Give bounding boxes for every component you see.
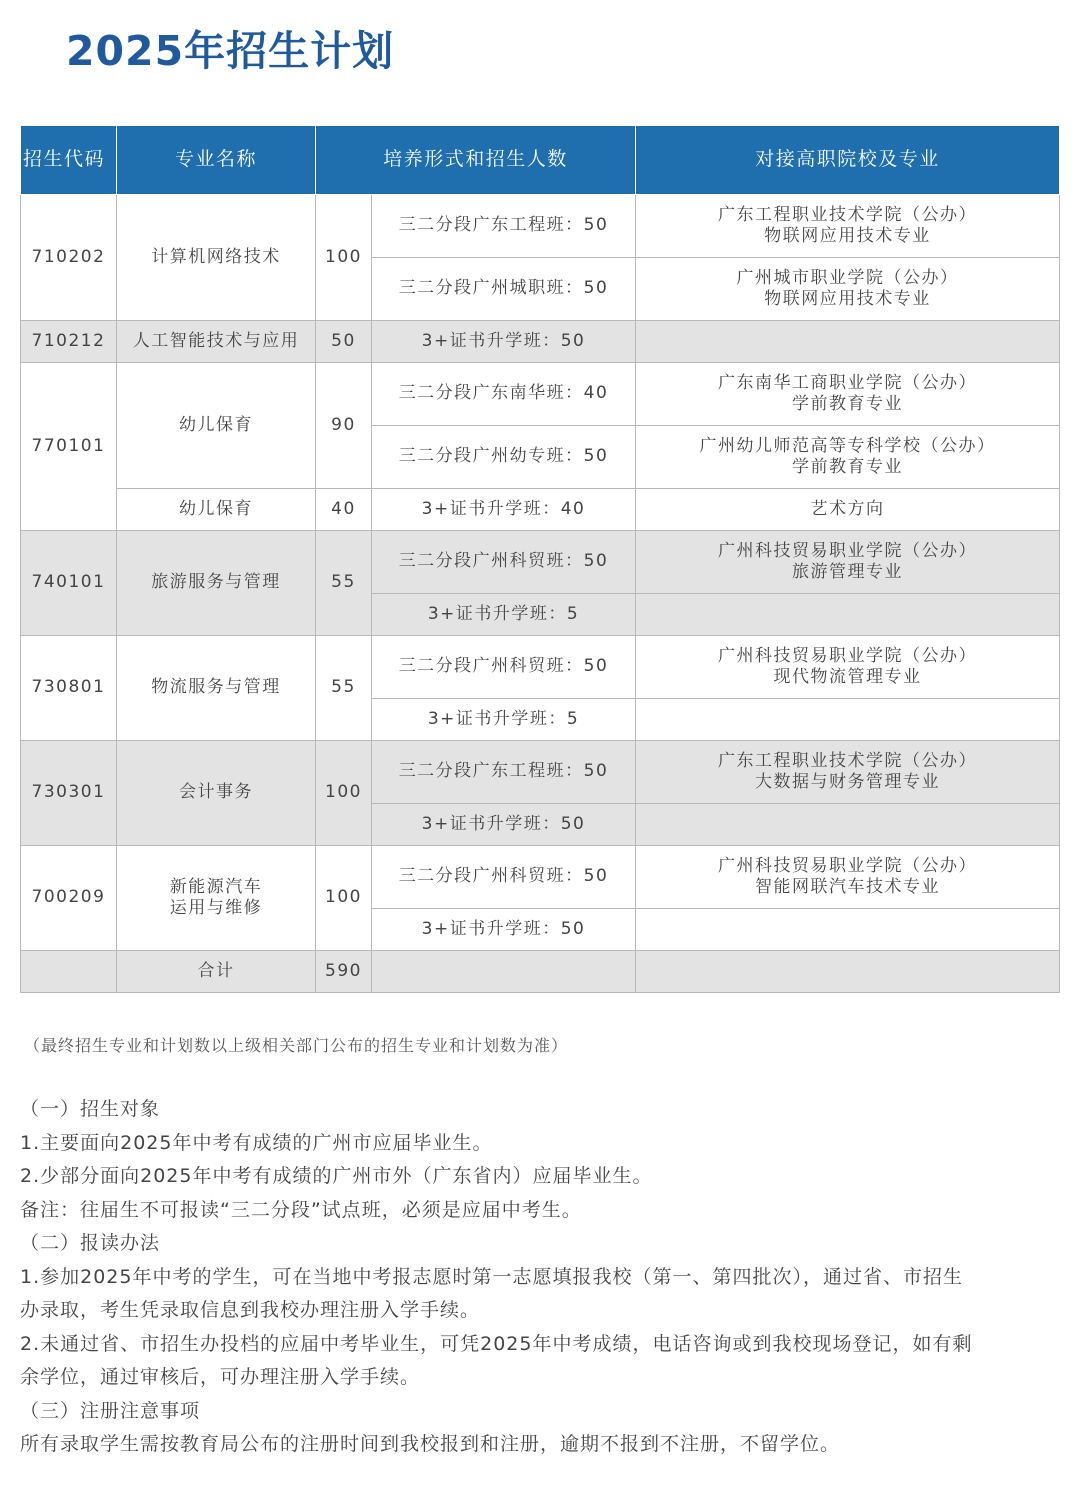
form-cell: 3+证书升学班：50 — [372, 909, 636, 951]
school-name: 广东南华工商职业学院（公办） — [718, 372, 978, 393]
table-header-row — [21, 126, 1060, 195]
form-cell: 三二分段广州幼专班：50 — [372, 426, 636, 489]
form-cell: 3+证书升学班：5 — [372, 699, 636, 741]
major-cell: 幼儿保育 — [117, 489, 316, 531]
total-row — [21, 951, 1060, 993]
form-cell: 三二分段广州科贸班：50 — [372, 846, 636, 909]
code-cell: 710202 — [21, 195, 117, 321]
school-cell — [636, 363, 1060, 426]
school-name: 广州科技贸易职业学院（公办） — [718, 645, 978, 666]
count-cell: 40 — [316, 489, 372, 531]
paragraph: 2.少部分面向2025年中考有成绩的广州市外（广东省内）应届毕业生。 — [20, 1165, 653, 1187]
form-cell: 三二分段广州科贸班：50 — [372, 531, 636, 594]
major-line-1: 新能源汽车 — [169, 876, 263, 897]
school-name: 广州幼儿师范高等专科学校（公办） — [699, 435, 996, 456]
school-name: 广东工程职业技术学院（公办） — [718, 204, 978, 225]
section-title: （一）招生对象 — [20, 1098, 161, 1120]
major-cell — [117, 846, 316, 951]
section-title: （二）报读办法 — [20, 1232, 161, 1254]
table-row — [21, 195, 1060, 258]
major-line-2: 运用与维修 — [169, 898, 263, 918]
major-cell: 会计事务 — [117, 741, 316, 846]
paragraph: 所有录取学生需按教育局公布的注册时间到我校报到和注册，逾期不报到不注册，不留学位。 — [20, 1433, 841, 1455]
count-cell: 100 — [316, 846, 372, 951]
table-row — [21, 741, 1060, 804]
form-cell: 3+证书升学班：5 — [372, 594, 636, 636]
code-cell: 730301 — [21, 741, 117, 846]
section-title: （三）注册注意事项 — [20, 1399, 201, 1422]
count-cell: 50 — [316, 321, 372, 363]
count-cell: 100 — [316, 195, 372, 321]
header-code: 招生代码 — [21, 126, 117, 195]
count-cell: 55 — [316, 531, 372, 636]
count-cell: 100 — [316, 741, 372, 846]
school-cell — [636, 258, 1060, 321]
enrollment-plan-table — [20, 125, 1060, 993]
code-cell: 740101 — [21, 531, 117, 636]
school-cell — [636, 909, 1060, 951]
table-row — [21, 636, 1060, 699]
school-cell — [636, 195, 1060, 258]
header-major: 专业名称 — [117, 126, 316, 195]
table-row — [21, 531, 1060, 594]
school-name: 广州科技贸易职业学院（公办） — [718, 540, 978, 561]
total-value: 590 — [316, 951, 372, 993]
footnote: （最终招生专业和计划数以上级相关部门公布的招生专业和计划数为准） — [24, 1036, 569, 1055]
paragraph: 2.未通过省、市招生办投档的应届中考毕业生，可凭2025年中考成绩，电话咨询或到我校现场登记，如有剩 — [20, 1332, 973, 1355]
program-name: 物联网应用技术专业 — [764, 226, 931, 246]
total-empty-cell — [636, 951, 1060, 993]
major-cell: 旅游服务与管理 — [117, 531, 316, 636]
header-school: 对接高职院校及专业 — [636, 126, 1060, 195]
count-cell: 55 — [316, 636, 372, 741]
program-name: 物联网应用技术专业 — [764, 289, 931, 309]
program-name: 学前教育专业 — [792, 394, 904, 414]
form-cell: 三二分段广州科贸班：50 — [372, 636, 636, 699]
table-row — [21, 489, 1060, 531]
paragraph: 1.主要面向2025年中考有成绩的广州市应届毕业生。 — [20, 1131, 493, 1154]
school-cell — [636, 531, 1060, 594]
form-cell: 三二分段广州城职班：50 — [372, 258, 636, 321]
school-cell — [636, 426, 1060, 489]
school-cell — [636, 636, 1060, 699]
form-cell: 3+证书升学班：40 — [372, 489, 636, 531]
paragraph: 办录取，考生凭录取信息到我校办理注册入学手续。 — [20, 1299, 481, 1321]
school-cell — [636, 699, 1060, 741]
code-cell: 770101 — [21, 363, 117, 531]
school-name: 广州城市职业学院（公办） — [736, 267, 959, 288]
form-cell: 三二分段广东工程班：50 — [372, 195, 636, 258]
major-cell: 物流服务与管理 — [117, 636, 316, 741]
code-cell: 710212 — [21, 321, 117, 363]
total-empty-cell — [372, 951, 636, 993]
page-header — [18, 8, 618, 88]
program-name: 智能网联汽车技术专业 — [755, 877, 941, 897]
school-cell — [636, 846, 1060, 909]
major-cell: 计算机网络技术 — [117, 195, 316, 321]
total-label: 合计 — [117, 951, 316, 993]
table-row — [21, 846, 1060, 909]
code-cell: 700209 — [21, 846, 117, 951]
school-cell — [636, 594, 1060, 636]
school-cell — [636, 741, 1060, 804]
program-name: 大数据与财务管理专业 — [755, 772, 941, 792]
table-row — [21, 363, 1060, 426]
paragraph: 余学位，通过审核后，可办理注册入学手续。 — [20, 1366, 421, 1388]
page-title: 2025年招生计划 — [66, 27, 395, 75]
program-name: 学前教育专业 — [792, 457, 904, 477]
school-cell — [636, 321, 1060, 363]
paragraph: 备注：往届生不可报读“三二分段”试点班，必须是应届中考生。 — [20, 1198, 582, 1221]
program-name: 现代物流管理专业 — [773, 667, 922, 687]
code-cell: 730801 — [21, 636, 117, 741]
form-cell: 三二分段广东南华班：40 — [372, 363, 636, 426]
header-form: 培养形式和招生人数 — [316, 126, 636, 195]
program-name: 旅游管理专业 — [792, 562, 904, 582]
school-cell: 艺术方向 — [636, 489, 1060, 531]
enrollment-details — [20, 1093, 1060, 1462]
paragraph: 1.参加2025年中考的学生，可在当地中考报志愿时第一志愿填报我校（第一、第四批次），通过省、市招生 — [20, 1265, 963, 1288]
school-name: 广东工程职业技术学院（公办） — [718, 750, 978, 771]
total-empty-cell — [21, 951, 117, 993]
school-name: 广州科技贸易职业学院（公办） — [718, 855, 978, 876]
count-cell: 90 — [316, 363, 372, 489]
table-row — [21, 321, 1060, 363]
school-cell — [636, 804, 1060, 846]
major-cell: 人工智能技术与应用 — [117, 321, 316, 363]
major-cell: 幼儿保育 — [117, 363, 316, 489]
form-cell: 3+证书升学班：50 — [372, 321, 636, 363]
form-cell: 三二分段广东工程班：50 — [372, 741, 636, 804]
form-cell: 3+证书升学班：50 — [372, 804, 636, 846]
